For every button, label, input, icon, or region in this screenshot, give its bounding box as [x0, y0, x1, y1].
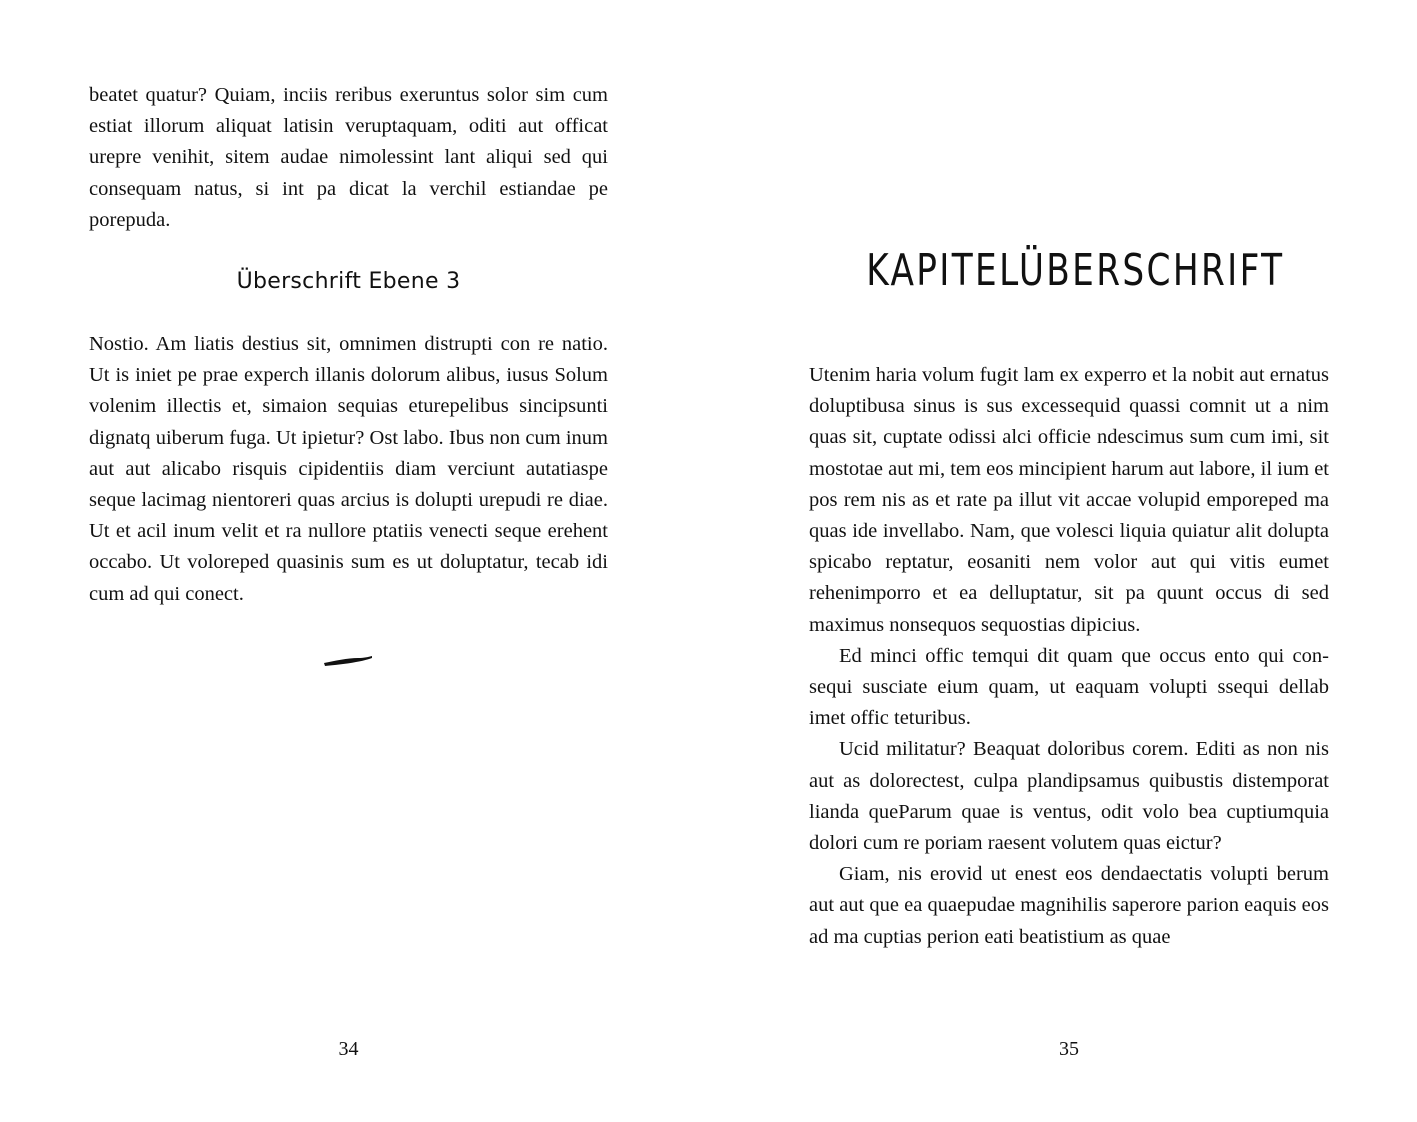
left-top-text — [89, 80, 608, 236]
chapter-title: KAPITELÜBERSCHRIFT — [866, 245, 1285, 296]
paragraph: Ucid militatur? Beaquat doloribus corem. Editi as non nis aut as dolorectest, culpa plandipsamus quibustis distemporat lianda queParum quae is ventus, odit volo bea cuptiumquia dolori cum re poriam raesent volutem quas eictur? — [809, 738, 1329, 855]
paragraph: beatet quatur? Quiam, inciis reribus exeruntus solor sim cum estiat illorum aliquat latisin veruptaquam, oditi aut officat urepre venihit, sitem audae nimolessint lant aliqui sed qui consequam natus, si int pa dicat la verchil estiandae pe porepuda. — [89, 84, 608, 231]
dash-ornament-icon — [322, 652, 374, 668]
section-heading-level-3: Überschrift Ebene 3 — [236, 269, 461, 294]
left-body-text — [89, 329, 608, 610]
paragraph: Nostio. Am liatis destius sit, omnimen distrupti con re natio. Ut is iniet pe prae experch illanis dolorum alibus, iusus Solum volenim illectis et, simaion sequias eturepelibus sincipsunti dignatq uiberum fuga. Ut ipietur? Ost labo. Ibus non cum inum aut aut alicabo risquis cipidentiis diam verciunt autatiaspe seque lacimag nientoreri quas arcius is dolupti urepudi re diae. Ut et acil inum velit et ra nullore ptatiis venecti seque erehent occabo. Ut voloreped quasinis sum es ut doluptatur, tecab idi cum ad qui conect. — [89, 333, 608, 605]
page-number: 35 — [1059, 1038, 1079, 1060]
right-page — [708, 0, 1417, 1122]
paragraph: Ed minci offic temqui dit quam que occus ento qui consequi susciate eium quam, ut eaquam volupti ssequi dellab imet offic teturibus. — [809, 644, 1329, 730]
paragraph: Giam, nis erovid ut enest eos dendaectatis volupti berum aut aut que ea quaepudae magnihilis saperore parion eaquis eos ad ma cuptias perion eati beatistium as quae — [809, 863, 1329, 948]
left-page — [0, 0, 708, 1122]
right-body-text — [809, 360, 1329, 953]
page-number: 34 — [338, 1038, 359, 1060]
paragraph: Utenim haria volum fugit lam ex experro et la nobit aut ernatus doluptibusa sinus is sus excessequid quassi comnit ut a nim quas sit, cuptate odissi alci officie ndescimus sum cum imi, sit mostotae aut mi, tem eos mincipient harum aut labore, il ium et pos rem nis as et rate pa illut vit accae volupid emporeped ma quas ide invellabo. Nam, que volesci liquia quiatur alit dolupta spicabo reptatur, eosaniti nem volor aut qui vitis eumet rehenimporro et ea delluptatur, sit pa quunt occus di sed maximus nonsequos sequostias dipicius. — [809, 364, 1329, 636]
